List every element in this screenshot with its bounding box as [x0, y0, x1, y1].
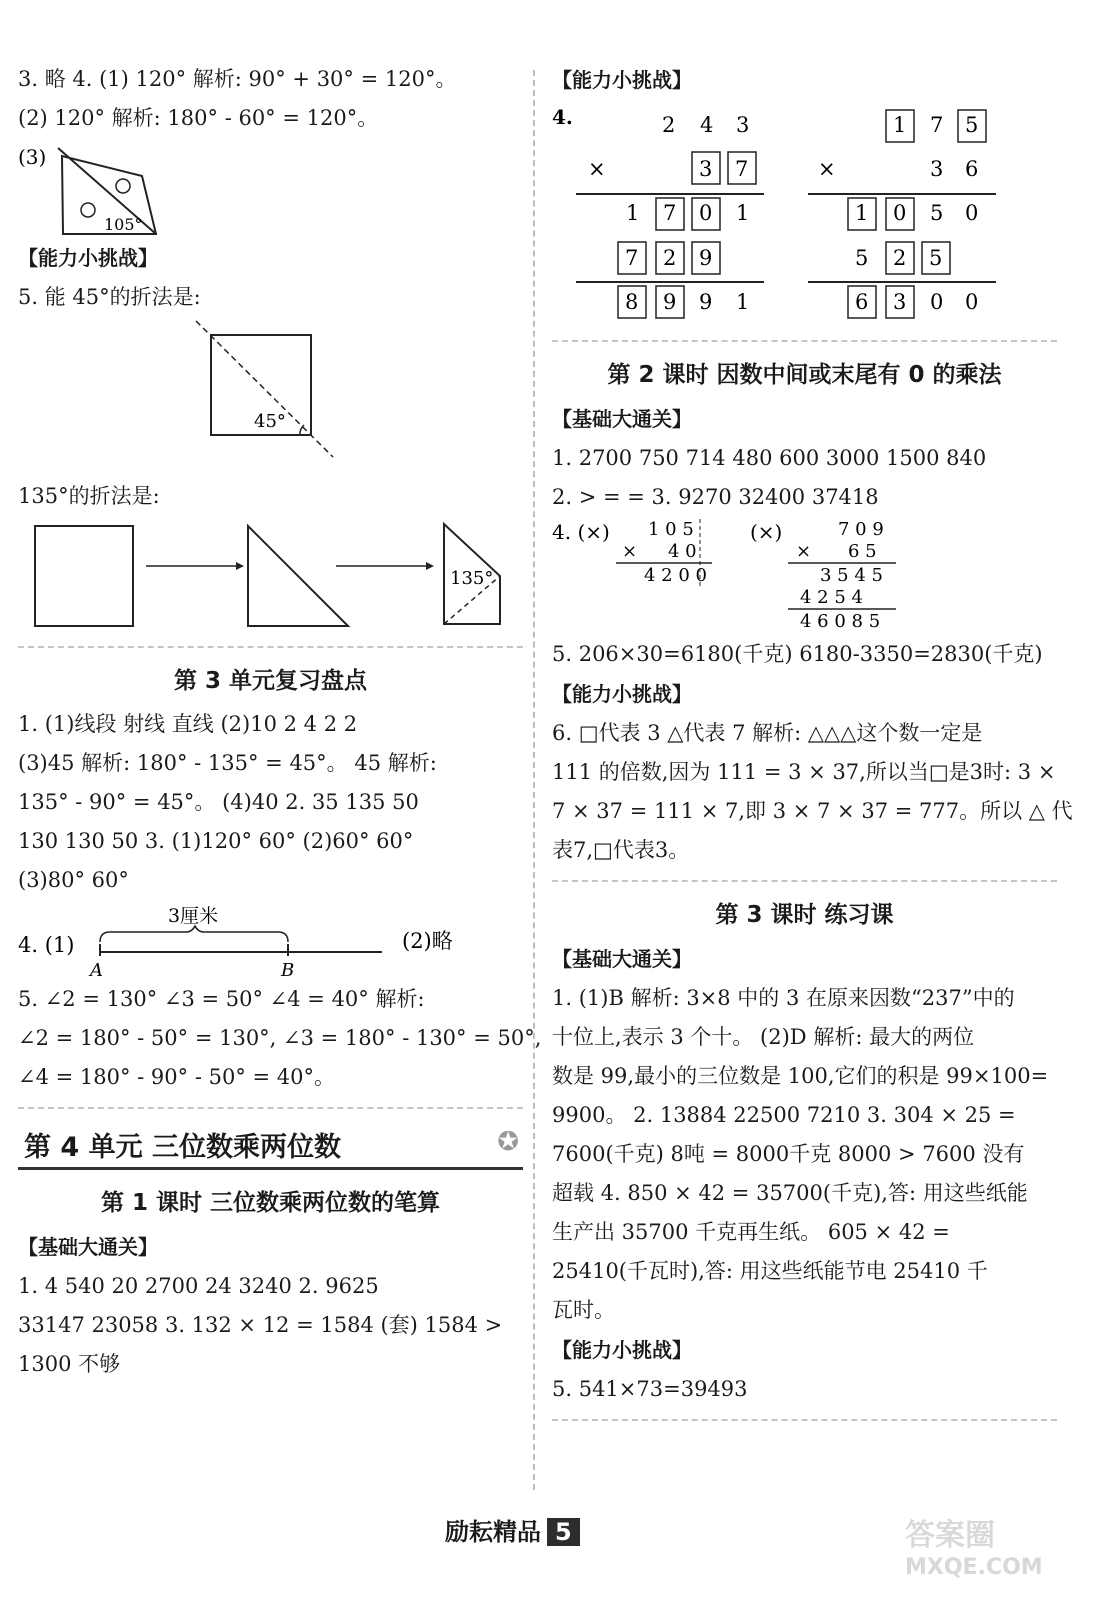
digit: 0: [965, 290, 979, 314]
answer-line: 135° - 90° = 45°。 (4)40 2. 35 135 50: [18, 790, 419, 814]
answer-line: 3. 略 4. (1) 120° 解析: 90° + 30° = 120°。: [18, 67, 457, 91]
calc-line: 1 0 5: [648, 519, 694, 540]
watermark: [905, 1520, 1043, 1584]
answer-line: (3)45 解析: 180° - 135° = 45°。 45 解析:: [18, 751, 437, 775]
digit: 0: [965, 201, 979, 225]
digit: 5: [930, 201, 944, 225]
times-sign: ×: [622, 541, 638, 562]
calc-line: 4 2 0 0: [644, 565, 707, 586]
answer-line: 数是 99,最小的三位数是 100,它们的积是 99×100=: [552, 1064, 1049, 1088]
calc-1: [616, 519, 712, 589]
answer-line: 25410(千瓦时),答: 用这些纸能节电 25410 千: [552, 1259, 988, 1283]
left-column: [18, 60, 542, 1384]
answer-line: 5. 206×30=6180(千克) 6180-3350=2830(千克): [552, 642, 1043, 666]
figure-label: (3): [18, 145, 47, 169]
digit: 2: [893, 246, 907, 270]
calc-line: 7 0 9: [838, 519, 884, 540]
digit: 2: [662, 113, 676, 137]
times-sign: ×: [796, 541, 812, 562]
answer-line: (2) 120° 解析: 180° - 60° = 120°。: [18, 106, 379, 130]
digit: 7: [735, 157, 749, 181]
calc-line: 3 5 4 5: [820, 565, 883, 586]
answer-line: 超载 4. 850 × 42 = 35700(千克),答: 用这些纸能: [552, 1181, 1028, 1205]
section-tag: 【能力小挑战】: [552, 68, 692, 92]
multiplication-1: [576, 113, 764, 318]
answer-line: 1. 4 540 20 2700 24 3240 2. 9625: [18, 1274, 379, 1298]
answer-line: 111 的倍数,因为 111 = 3 × 37,所以当□是3时: 3 ×: [552, 760, 1056, 784]
digit: 1: [736, 201, 750, 225]
section-tag: 【基础大通关】: [552, 407, 692, 431]
section-title: 第 1 课时 三位数乘两位数的笔算: [100, 1190, 441, 1216]
digit: 8: [625, 290, 639, 314]
digit: 7: [625, 246, 639, 270]
answer-line: 1300 不够: [18, 1352, 121, 1376]
digit: 7: [930, 113, 944, 137]
column-divider: [533, 70, 535, 1490]
question-label: 4.: [552, 105, 573, 129]
page-number: 5: [547, 1518, 580, 1546]
answer-line: 7600(千克) 8吨 = 8000千克 8000 > 7600 没有: [552, 1142, 1025, 1166]
digit: 5: [965, 113, 979, 137]
right-column: [552, 60, 1073, 1431]
digit: 3: [736, 113, 750, 137]
divider: [552, 1419, 1057, 1421]
section-tag: 【能力小挑战】: [552, 682, 692, 706]
digit: 3: [699, 157, 713, 181]
section-tag: 【基础大通关】: [18, 1235, 158, 1259]
answer-line: 1. 2700 750 714 480 600 3000 1500 840: [552, 446, 987, 470]
divider: [18, 646, 523, 648]
answer-line: 130 130 50 3. (1)120° 60° (2)60° 60°: [18, 829, 414, 853]
times-sign: ×: [818, 157, 836, 181]
divider: [18, 1107, 523, 1109]
answer-line: 5. 541×73=39493: [552, 1377, 748, 1401]
answer-line: ∠4 = 180° - 90° - 50° = 40°。: [18, 1065, 335, 1089]
answer-line: 表7,□代表3。: [552, 838, 690, 862]
answer-line: 1. (1)线段 射线 直线 (2)10 2 4 2 2: [18, 712, 358, 736]
digit: 1: [855, 201, 869, 225]
answer-line: 1. (1)B 解析: 3×8 中的 3 在原来因数“237”中的: [552, 986, 1015, 1010]
calc-line: 6 5: [848, 541, 877, 562]
digit: 5: [855, 246, 869, 270]
digit: 1: [736, 290, 750, 314]
calc-2: [788, 519, 896, 632]
watermark-text: 答案圈: [905, 1518, 995, 1553]
calc-line: 4 0: [668, 541, 697, 562]
answer-line: 5. ∠2 = 130° ∠3 = 50° ∠4 = 40° 解析:: [18, 987, 425, 1011]
star-icon: ✪: [497, 1127, 519, 1157]
answer-line: 5. 能 45°的折法是:: [18, 285, 201, 309]
calc-line: 4 6 0 8 5: [800, 611, 881, 632]
segment-figure: [18, 900, 523, 980]
digit: 2: [663, 246, 677, 270]
angle-label: 105°: [104, 215, 143, 234]
digit: 9: [699, 246, 713, 270]
answer-line: 7 × 37 = 111 × 7,即 3 × 7 × 37 = 777。所以 △ 代: [552, 799, 1073, 823]
quadrilateral-figure: [18, 138, 318, 238]
answer-line: 生产出 35700 千克再生纸。 605 × 42 =: [552, 1220, 950, 1244]
question-label: 4. (1): [18, 933, 75, 957]
section-title: 第 3 单元复习盘点: [173, 668, 368, 694]
fold-45-figure: [18, 317, 518, 477]
digit: 7: [663, 201, 677, 225]
answer-line: 6. □代表 3 △代表 7 解析: △△△这个数一定是: [552, 721, 983, 745]
digit: 0: [699, 201, 713, 225]
digit: 3: [930, 157, 944, 181]
digit: 1: [626, 201, 640, 225]
digit: 9: [699, 290, 713, 314]
question-label: 4. (×): [552, 520, 610, 544]
digit: 5: [929, 246, 943, 270]
digit: 6: [855, 290, 869, 314]
digit: 1: [893, 113, 907, 137]
point-label: A: [90, 960, 103, 980]
unit-title: [18, 1119, 523, 1170]
digit: 0: [930, 290, 944, 314]
angle-label: 135°: [450, 568, 494, 589]
times-sign: ×: [588, 157, 606, 181]
digit: 6: [965, 157, 979, 181]
section-tag: 【基础大通关】: [552, 947, 692, 971]
answer-line: 瓦时。: [552, 1298, 615, 1322]
section-tag: 【能力小挑战】: [18, 246, 158, 270]
answer-text: (2)略: [402, 929, 453, 953]
calc-line: 4 2 5 4: [800, 587, 863, 608]
digit: 0: [893, 201, 907, 225]
answer-line: 2. > = = 3. 9270 32400 37418: [552, 485, 879, 509]
vertical-multiplications: [552, 100, 1057, 330]
section-title: 第 3 课时 练习课: [715, 902, 894, 928]
section-title: 第 2 课时 因数中间或末尾有 0 的乘法: [607, 362, 1002, 388]
divider: [552, 880, 1057, 882]
answer-line: (3)80° 60°: [18, 868, 129, 892]
unit-title-text: 第 4 单元 三位数乘两位数: [24, 1132, 341, 1163]
angle-label: 45°: [254, 411, 286, 432]
digit: 9: [663, 290, 677, 314]
answer-line: ∠2 = 180° - 50° = 130°, ∠3 = 180° - 130° = 50°,: [18, 1026, 542, 1050]
question-label: (×): [750, 520, 783, 544]
multiplication-2: [808, 110, 996, 318]
section-tag: 【能力小挑战】: [552, 1338, 692, 1362]
page-footer: [445, 1512, 580, 1547]
answer-line: 十位上,表示 3 个十。 (2)D 解析: 最大的两位: [552, 1025, 975, 1049]
watermark-url: MXQE.COM: [905, 1555, 1043, 1580]
digit: 3: [893, 290, 907, 314]
brand-label: 励耘精品: [445, 1518, 541, 1546]
answer-line: 9900。 2. 13884 22500 7210 3. 304 × 25 =: [552, 1103, 1016, 1127]
fold-135-figure: [18, 516, 518, 636]
digit: 4: [700, 113, 714, 137]
measure-label: 3厘米: [168, 905, 219, 927]
answer-line: 33147 23058 3. 132 × 12 = 1584 (套) 1584 >: [18, 1313, 503, 1337]
point-label: B: [281, 960, 295, 980]
correction-calculations: [552, 517, 1057, 635]
divider: [552, 340, 1057, 342]
answer-line: 135°的折法是:: [18, 484, 160, 508]
